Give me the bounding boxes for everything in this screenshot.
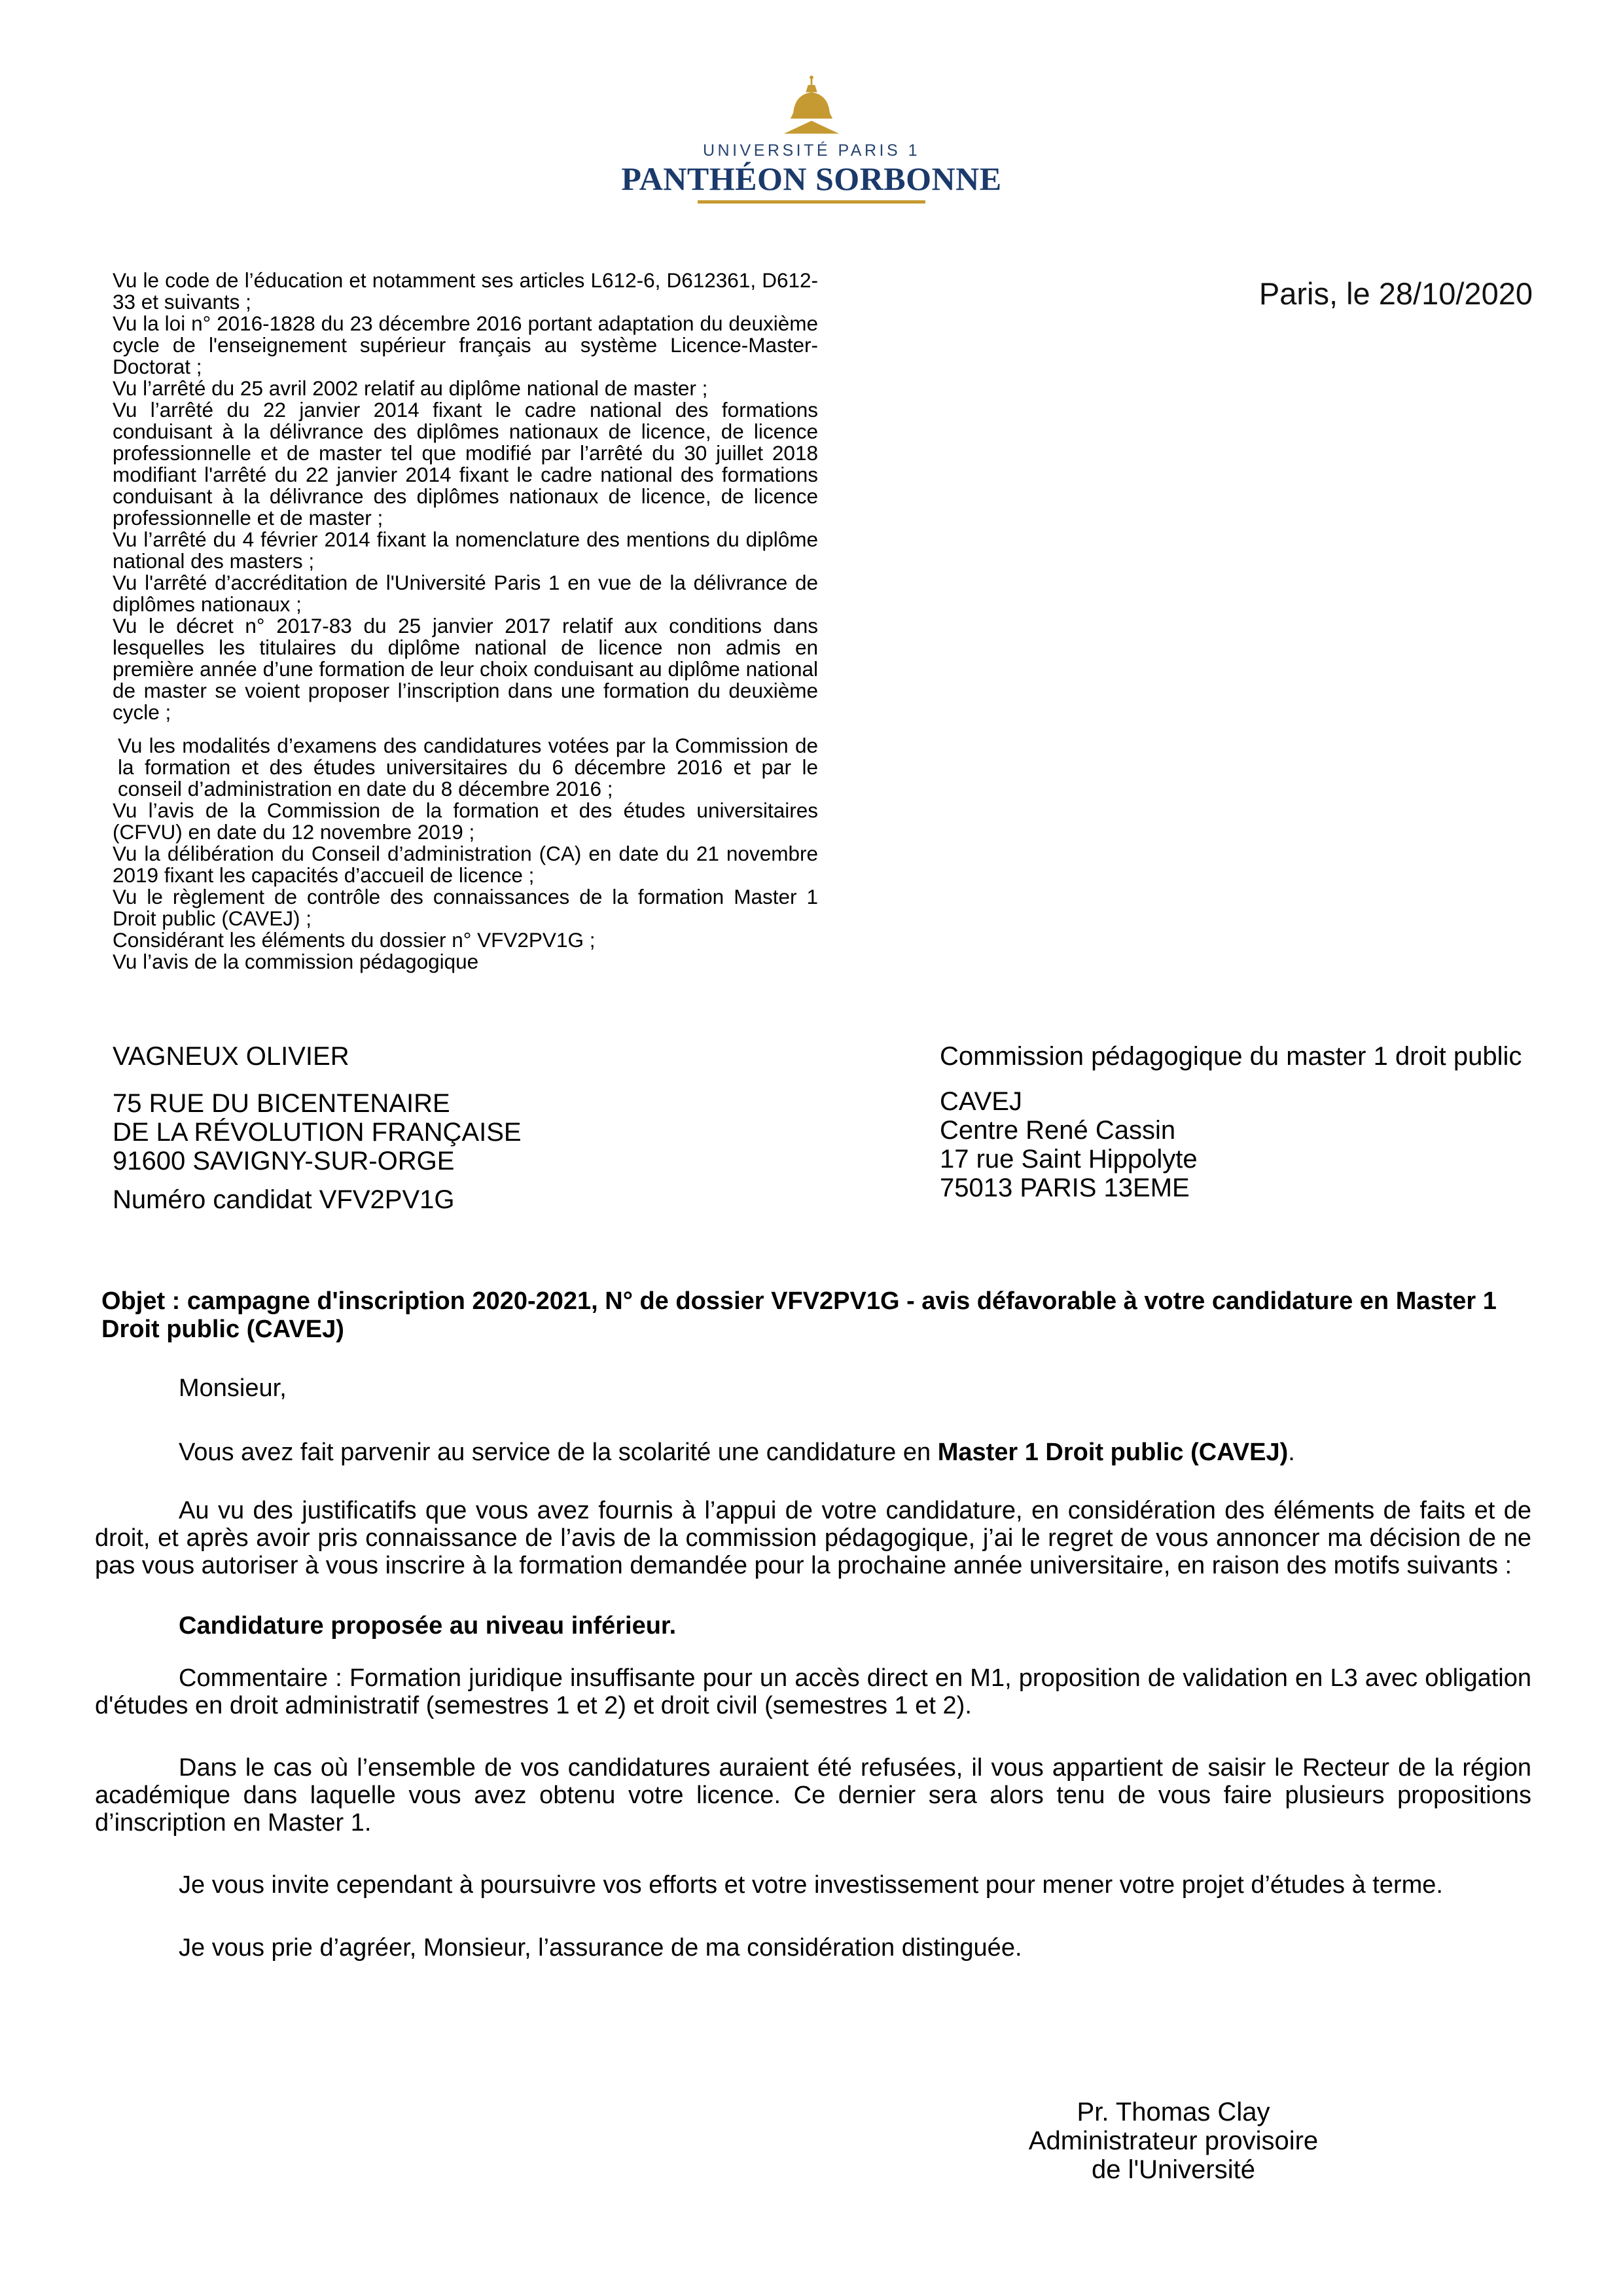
signatory-institution: de l'Université [1092, 2155, 1255, 2184]
pantheon-dome-icon [780, 75, 843, 137]
legal-paragraph: Vu la loi n° 2016-1828 du 23 décembre 2016 portant adaptation du deuxième cycle de l'enseignement supérieur français au système Licence-Master-Doctorat ; [113, 312, 818, 378]
body-paragraph-closing: Je vous prie d’agréer, Monsieur, l’assurance de ma considération distinguée. [179, 1934, 1022, 1962]
legal-paragraph: Vu le décret n° 2017-83 du 25 janvier 2017 relatif aux conditions dans lesquelles les titulaires du diplôme national de licence non admis en première année d’une formation de leur choix conduisant au diplôme national de master se voient proposer l’inscription dans une formation du deuxième cycle ; [113, 614, 818, 724]
legal-paragraph: Vu l'arrêté d’accréditation de l'Université Paris 1 en vue de la délivrance de diplômes nationaux ; [113, 571, 818, 616]
body-paragraph-pre: Vous avez fait parvenir au service de la scolarité une candidature en [179, 1439, 938, 1466]
refusal-motive: Candidature proposée au niveau inférieur. [179, 1612, 677, 1640]
recipient-address-line: 91600 SAVIGNY-SUR-ORGE [113, 1147, 455, 1175]
legal-paragraph: Vu l’arrêté du 4 février 2014 fixant la nomenclature des mentions du diplôme national des masters ; [113, 528, 818, 573]
body-paragraph-recteur: Dans le cas où l’ensemble de vos candidatures auraient été refusées, il vous appartient de saisir le Recteur de la région académique dans laquelle vous avez obtenu votre licence. Ce dernier sera alors tenu de vous faire plusieurs propositions d’inscription en Master 1. [95, 1754, 1531, 1837]
commission-line: CAVEJ [940, 1087, 1022, 1116]
legal-paragraph: Vu l’arrêté du 22 janvier 2014 fixant le cadre national des formations conduisant à la délivrance des diplômes nationaux de licence, de licence professionnelle et de master tel que modifié par l’arrêté du 30 juillet 2018 modifiant l'arrêté du 22 janvier 2014 fixant le cadre national des formations conduisant à la délivrance des diplômes nationaux de licence, de licence professionnelle et de master ; [113, 398, 818, 529]
legal-citations [113, 270, 818, 973]
commission-block [940, 1042, 1529, 1202]
commission-line: 75013 PARIS 13EME [940, 1174, 1190, 1202]
subject-line: Objet : campagne d'inscription 2020-2021, N° de dossier VFV2PV1G - avis défavorable à votre candidature en Master 1 Droit public (CAVEJ) [101, 1287, 1497, 1343]
legal-paragraph: Vu la délibération du Conseil d’administration (CA) en date du 21 novembre 2019 fixant les capacités d’accueil de licence ; [113, 842, 818, 887]
letter-body [95, 1374, 1531, 1962]
recipient-address-line: 75 RUE DU BICENTENAIRE [113, 1089, 450, 1118]
legal-paragraph: Vu le code de l’éducation et notamment ses articles L612-6, D612361, D612-33 et suivants ; [113, 268, 818, 314]
legal-paragraph: Vu le règlement de contrôle des connaissances de la formation Master 1 Droit public (CAVEJ) ; [113, 885, 818, 930]
salutation: Monsieur, [179, 1374, 287, 1402]
body-paragraph-application [95, 1439, 1531, 1466]
commission-line: 17 rue Saint Hippolyte [940, 1145, 1198, 1174]
commission-title: Commission pédagogique du master 1 droit public [940, 1042, 1522, 1071]
legal-paragraph: Considérant les éléments du dossier n° VFV2PV1G ; [113, 928, 596, 952]
legal-paragraph: Vu les modalités d’examens des candidatures votées par la Commission de la formation et des études universitaires du 6 décembre 2016 et par le conseil d’administration en date du 8 décembre 2016 ; [118, 734, 818, 800]
signature-block [944, 2098, 1402, 2184]
logo-institution-line: PANTHÉON SORBONNE [621, 160, 1002, 197]
legal-paragraph: Vu l’avis de la Commission de la formation et des études universitaires (CFVU) en date du 12 novembre 2019 ; [113, 798, 818, 844]
body-paragraph-comment: Commentaire : Formation juridique insuffisante pour un accès direct en M1, proposition de validation en L3 avec obligation d'études en droit administratif (semestres 1 et 2) et droit civil (semestres 1 et 2). [95, 1664, 1531, 1719]
body-paragraph-encouragement: Je vous invite cependant à poursuivre vos efforts et votre investissement pour mener votre projet d’études à terme. [179, 1871, 1443, 1899]
candidate-number: Numéro candidat VFV2PV1G [113, 1185, 455, 1214]
signatory-title: Administrateur provisoire [1028, 2126, 1319, 2155]
program-name-bold: Master 1 Droit public (CAVEJ) [937, 1439, 1289, 1466]
commission-line: Centre René Cassin [940, 1116, 1176, 1145]
date-line: Paris, le 28/10/2020 [1258, 276, 1533, 311]
signatory-name: Pr. Thomas Clay [1077, 2098, 1270, 2126]
legal-paragraph: Vu l’avis de la commission pédagogique [113, 950, 479, 973]
recipient-address-line: DE LA RÉVOLUTION FRANÇAISE [113, 1118, 522, 1147]
recipient-name: VAGNEUX OLIVIER [113, 1042, 349, 1071]
logo-gold-underline [698, 200, 925, 204]
recipient-block [113, 1042, 832, 1214]
body-paragraph-post: . [1288, 1439, 1295, 1466]
logo-university-line: UNIVERSITÉ PARIS 1 [703, 141, 920, 160]
body-paragraph-decision: Au vu des justificatifs que vous avez fournis à l’appui de votre candidature, en considération des éléments de faits et de droit, et après avoir pris connaissance de l’avis de la commission pédagogique, j’ai le regret de vous annoncer ma décision de ne pas vous autoriser à vous inscrire à la formation demandée pour la prochaine année universitaire, en raison des motifs suivants : [95, 1497, 1531, 1579]
legal-paragraph: Vu l’arrêté du 25 avril 2002 relatif au diplôme national de master ; [113, 376, 708, 400]
